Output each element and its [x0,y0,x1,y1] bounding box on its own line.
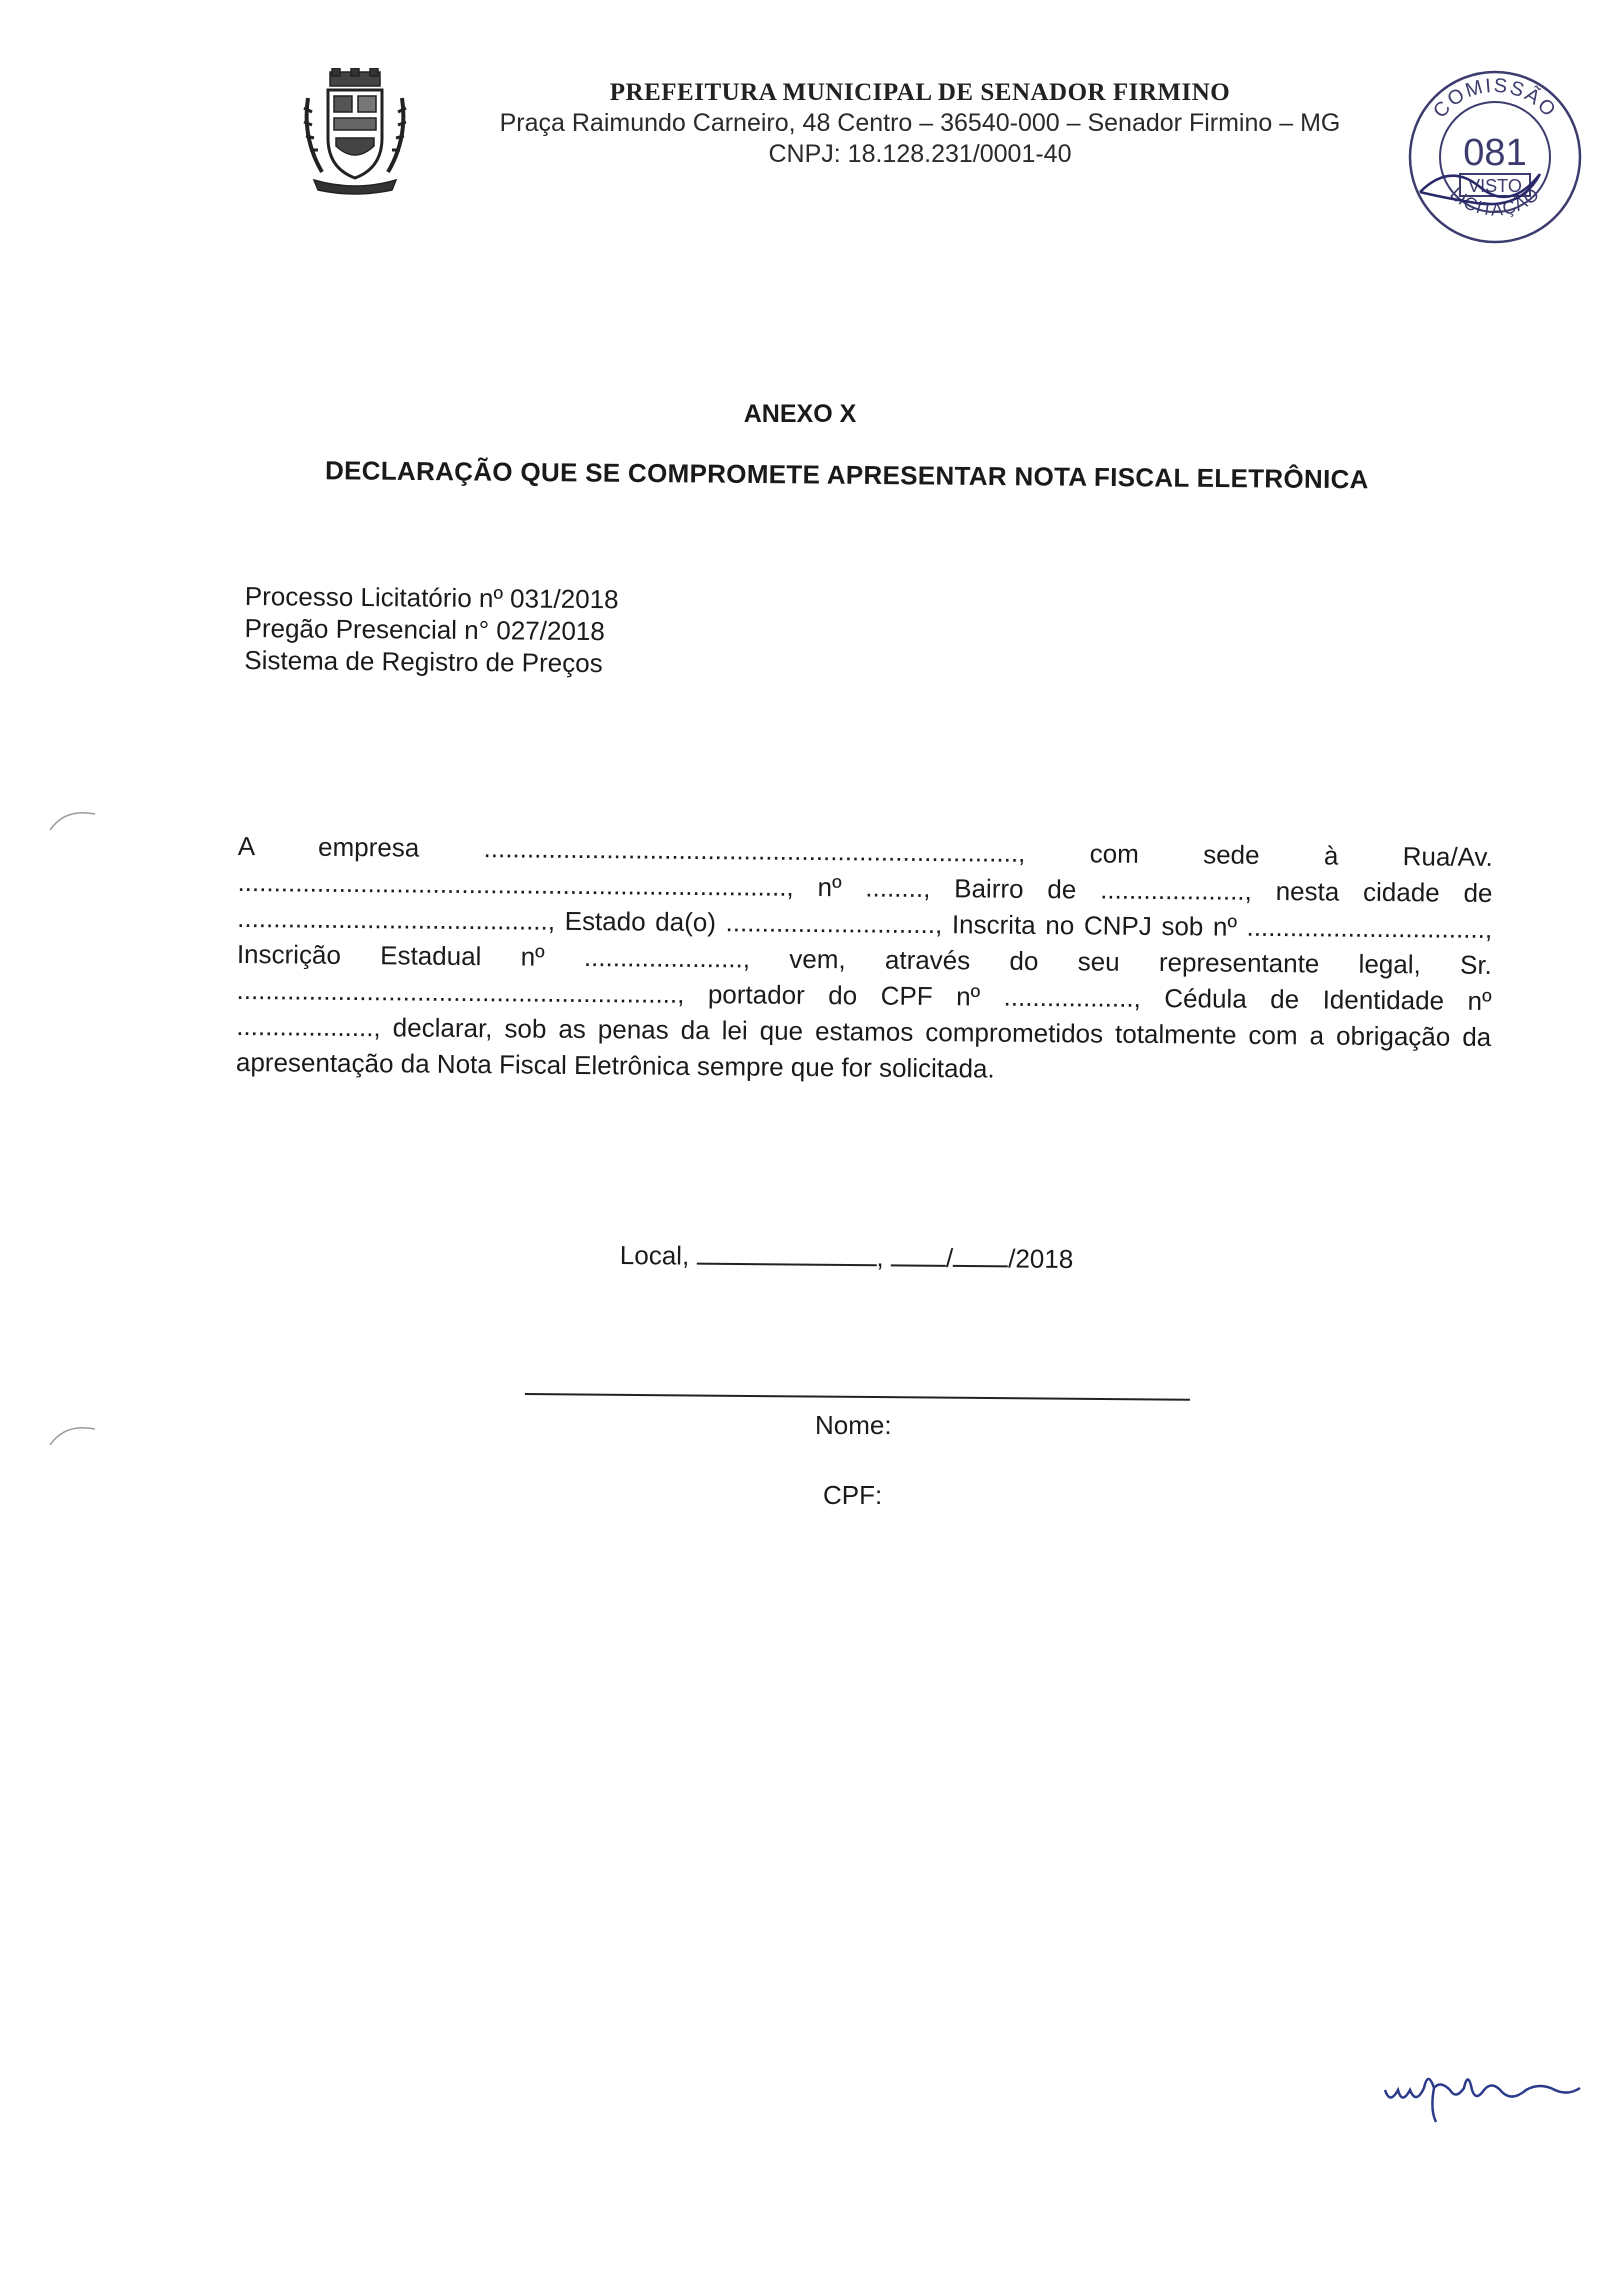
punch-hole-mark-icon [40,800,100,840]
signature-cpf-label: CPF: [823,1480,883,1510]
stamp-bottom-text: LICITAÇÃO [1446,183,1544,220]
process-number: Processo Licitatório nº 031/2018 [244,580,619,615]
municipal-crest-icon [300,68,410,196]
stamp-visto: VISTO [1468,176,1522,196]
annex-title: ANEXO X [743,400,857,428]
date-line [620,1240,1074,1275]
date-slash: / [945,1242,954,1273]
pregao-number: Pregão Presencial n° 027/2018 [244,612,605,647]
commission-stamp [1400,62,1590,252]
declaration-body: A empresa .........................................................................., com sede à Rua/Av. ............................................................................, nº ........, Bairro de ...................., nesta cidade de ..........................................., Estado da(o) ............................., Inscrita no CNPJ sob nº ................................., Inscrição Estadual nº ......................, vem, através do seu representante legal, Sr. ............................................................., portador do CPF nº .................., Cédula de Identidade nº ..................., declarar, sob as penas da lei que estamos comprometidos totalmente com a obrigação da apresentação da Nota Fiscal Eletrônica sempre que for solicitada. [235,830,1493,1084]
letterhead [420,78,1420,170]
date-comma: , [876,1242,884,1273]
organization-cnpj: CNPJ: 18.128.231/0001-40 [768,140,1072,168]
organization-name: PREFEITURA MUNICIPAL DE SENADOR FIRMINO [609,79,1231,106]
month-blank [953,1243,1008,1267]
signature-name-label: Nome: [815,1410,892,1440]
stamp-top-text: COMISSÃO [1429,74,1561,123]
registry-system: Sistema de Registro de Preços [244,644,603,679]
process-info [244,580,619,679]
signature-line [525,1393,1190,1401]
local-label: Local, [619,1240,690,1271]
stamp-number: 081 [1463,132,1527,174]
organization-address: Praça Raimundo Carneiro, 48 Centro – 36540-000 – Senador Firmino – MG [499,109,1341,137]
declaration-title: DECLARAÇÃO QUE SE COMPROMETE APRESENTAR NOTA FISCAL ELETRÔNICA [324,455,1369,495]
handwritten-initials-icon [1380,2050,1590,2130]
date-year: /2018 [1008,1243,1074,1274]
punch-hole-mark-icon [40,1415,100,1455]
svg-text:COMISSÃO [1429,75,1561,123]
local-blank [696,1241,876,1267]
day-blank [891,1242,946,1266]
